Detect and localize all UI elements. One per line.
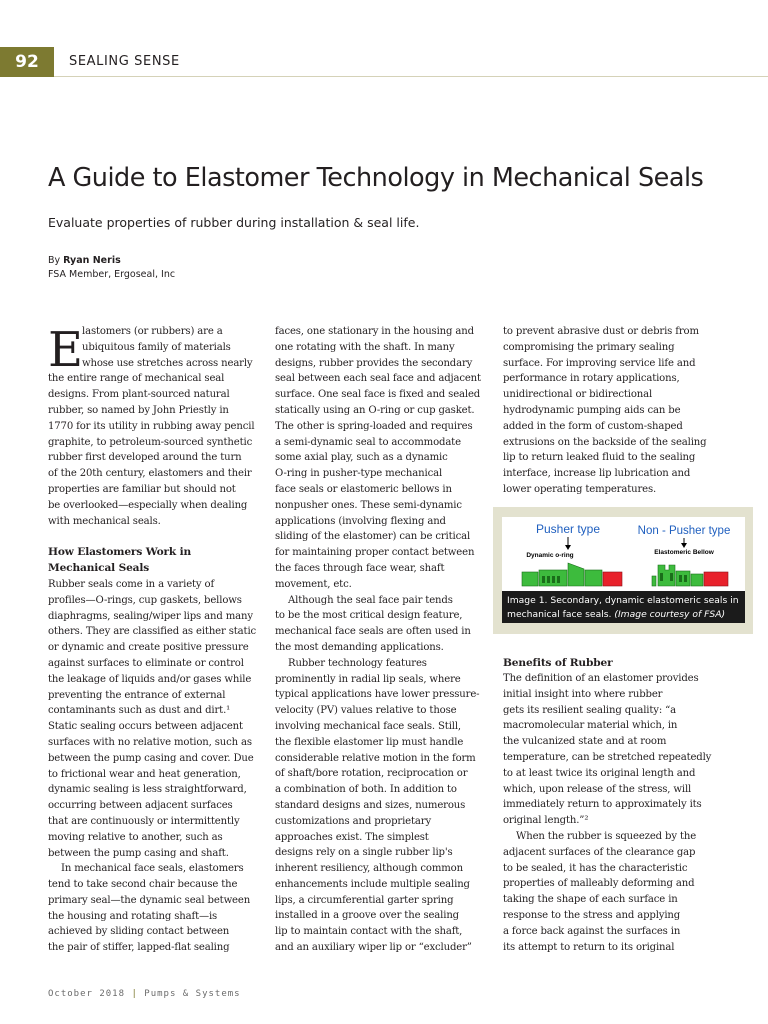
text-line: some axial play, such as a dynamic — [275, 452, 448, 464]
publication-name: Pumps & Systems — [144, 989, 241, 999]
text-line: diaphragms, sealing/wiper lips and many — [48, 610, 253, 622]
non-pusher-seal-drawing — [652, 565, 728, 586]
text-line: Rubber technology features — [288, 657, 427, 669]
paragraph — [275, 656, 490, 956]
text-line: primary seal—the dynamic seal between — [48, 894, 251, 906]
paragraph — [503, 324, 718, 498]
text-line: others. They are classified as either static — [48, 626, 257, 638]
pusher-seal-drawing — [522, 563, 622, 586]
text-line: the pair of stiffer, lapped-flat sealing — [48, 942, 230, 954]
intro-paragraph — [48, 324, 263, 529]
non-pusher-type-label: Non - Pusher type — [637, 525, 731, 537]
column-1 — [48, 324, 263, 956]
text-line: mechanical face seals are often used in — [275, 626, 471, 638]
text-line: a combination of both. In addition to — [275, 784, 457, 796]
text-line: contaminants such as dust and dirt.¹ — [48, 705, 231, 717]
text-line: dynamic sealing is less straightforward, — [48, 784, 247, 796]
text-line: be overlooked—especially when dealing — [48, 499, 248, 511]
text-line: taking the shape of each surface in — [503, 894, 678, 906]
text-line: tend to take second chair because the — [48, 879, 238, 891]
text-line: its attempt to return to its original — [503, 941, 675, 953]
author-affiliation: FSA Member, Ergoseal, Inc — [48, 269, 176, 280]
text-line: immediately return to approximately its — [503, 799, 702, 811]
text-line: the vulcanized state and at room — [503, 736, 667, 748]
figure-caption — [502, 591, 745, 623]
issue-date: October 2018 — [48, 989, 126, 999]
text-line: The other is spring-loaded and requires — [275, 420, 473, 432]
text-line: between the pump casing and shaft. — [48, 847, 229, 859]
text-line: surface. One seal face is fixed and sealed — [275, 389, 481, 401]
text-line: performance in rotary applications, — [503, 373, 680, 385]
elastomeric-bellow-label: Elastomeric Bellow — [654, 549, 714, 556]
text-line: typical applications have lower pressure- — [275, 689, 480, 701]
text-line: against surfaces to eliminate or control — [48, 657, 244, 669]
text-line: occurring between adjacent surfaces — [48, 800, 233, 812]
page-footer — [48, 989, 241, 999]
paragraph — [275, 324, 490, 593]
text-line: response to the stress and applying — [503, 909, 681, 921]
text-line: the flexible elastomer lip must handle — [275, 736, 464, 748]
text-line: designs, rubber provides the secondary — [275, 357, 473, 369]
text-line: Rubber seals come in a variety of — [48, 578, 215, 590]
section-heading: How Elastomers Work in — [48, 546, 192, 559]
text-line: applications (involving flexing and — [275, 515, 446, 527]
text-line: surfaces with no relative motion, such as — [48, 736, 252, 748]
byline — [48, 254, 175, 282]
text-line: unidirectional or bidirectional — [503, 389, 653, 401]
text-line: enhancements include multiple sealing — [275, 878, 470, 890]
column-3-continued — [503, 655, 718, 955]
paragraph — [503, 829, 718, 955]
text-line: the housing and rotating shaft—is — [48, 910, 218, 922]
text-line: the faces through face wear, shaft — [275, 562, 445, 574]
text-line: installed in a groove over the sealing — [275, 910, 459, 922]
text-line: Static sealing occurs between adjacent — [48, 721, 243, 733]
text-line: one rotating with the shaft. In many — [275, 341, 455, 353]
text-line: In mechanical face seals, elastomers — [61, 863, 244, 875]
text-line: gets its resilient sealing quality: “a — [503, 704, 677, 716]
section-heading: Benefits of Rubber — [503, 657, 613, 669]
paragraph — [48, 861, 263, 956]
text-line: approaches exist. The simplest — [275, 831, 429, 843]
seal-diagram — [502, 517, 745, 591]
text-line: seal between each seal face and adjacent — [275, 373, 481, 385]
page-number: 92 — [0, 47, 54, 77]
text-line: surface. For improving service life and — [503, 357, 696, 369]
text-line: for maintaining proper contact between — [275, 547, 475, 559]
text-line: hydrodynamic pumping aids can be — [503, 404, 681, 416]
text-line: of the 20th century, elastomers and their — [48, 468, 252, 480]
text-line: standard designs and sizes, numerous — [275, 799, 466, 811]
paragraph — [48, 577, 263, 861]
text-line: to frictional wear and heat generation, — [48, 768, 241, 780]
text-line: rubber, so named by John Priestly in — [48, 404, 229, 416]
text-line: statically using an O-ring or cup gasket. — [275, 404, 475, 416]
text-line: that are continuously or intermittently — [48, 815, 240, 827]
text-line: or dynamic and create positive pressure — [48, 642, 249, 654]
text-line: involving mechanical face seals. Still, — [275, 720, 461, 732]
seal-diagram-svg — [502, 517, 745, 591]
text-line: Although the seal face pair tends — [288, 594, 453, 606]
pusher-type-label: Pusher type — [535, 522, 601, 536]
text-line: considerable relative motion in the form — [275, 752, 476, 764]
text-line: to prevent abrasive dust or debris from — [503, 326, 699, 337]
dynamic-oring-label: Dynamic o-ring — [526, 552, 574, 559]
text-line: designs rely on a single rubber lip's — [275, 847, 453, 859]
text-line: face seals or elastomeric bellows in — [275, 483, 452, 495]
text-line: moving relative to another, such as — [48, 831, 223, 843]
text-line: temperature, can be stretched repeatedly — [503, 751, 712, 763]
text-line: faces, one stationary in the housing and — [275, 326, 474, 337]
text-line: velocity (PV) values relative to those — [275, 705, 457, 717]
column-3 — [503, 324, 718, 498]
text-line: inherent resiliency, although common — [275, 863, 463, 875]
text-line: extrusions on the backside of the sealing — [503, 436, 707, 448]
text-line: and an auxiliary wiper lip or “excluder” — [275, 942, 472, 954]
caption-text: Image 1. Secondary, dynamic elastomeric seals in mechanical face seals. — [507, 595, 739, 620]
paragraph-gap — [48, 529, 263, 545]
text-line: achieved by sliding contact between — [48, 926, 230, 938]
text-line: lip to return leaked fluid to the sealing — [503, 452, 696, 464]
section-heading: Mechanical Seals — [48, 562, 150, 575]
paragraph — [275, 593, 490, 656]
text-line: ubiquitous family of materials — [82, 341, 231, 353]
text-line: O-ring in pusher-type mechanical — [275, 468, 443, 480]
text-line: customizations and proprietary — [275, 815, 431, 827]
text-line: the most demanding applications. — [275, 641, 444, 653]
text-line: the entire range of mechanical seal — [48, 373, 225, 385]
text-line: sliding of the elastomer) can be critical — [275, 531, 471, 543]
text-line: When the rubber is squeezed by the — [516, 830, 697, 842]
text-line: interface, increase lip lubrication and — [503, 468, 691, 480]
text-line: lower operating temperatures. — [503, 483, 657, 495]
text-line: macromolecular material which, in — [503, 720, 678, 732]
text-line: of shaft/bore rotation, reciprocation or — [275, 768, 468, 780]
text-line: a semi-dynamic seal to accommodate — [275, 436, 461, 448]
text-line: initial insight into where rubber — [503, 688, 663, 700]
text-line: movement, etc. — [275, 578, 352, 590]
text-line: 1770 for its utility in rubbing away pencil — [48, 420, 255, 432]
section-label: SEALING SENSE — [69, 54, 180, 69]
text-line: prominently in radial lip seals, where — [275, 673, 461, 685]
text-line: to be sealed, it has the characteristic — [503, 862, 688, 874]
text-line: properties of malleably deforming and — [503, 878, 695, 890]
text-line: a force back against the surfaces in — [503, 925, 681, 937]
text-line: lip to maintain contact with the shaft, — [275, 926, 463, 938]
text-line: whose use stretches across nearly — [82, 357, 253, 369]
article-title: A Guide to Elastomer Technology in Mechanical Seals — [48, 163, 704, 193]
text-line: properties are familiar but should not — [48, 483, 236, 495]
article-subtitle: Evaluate properties of rubber during installation & seal life. — [48, 215, 420, 230]
text-line: nonpusher ones. These semi-dynamic — [275, 499, 462, 511]
text-line: to at least twice its original length and — [503, 767, 696, 779]
paragraph — [503, 671, 718, 829]
caption-credit: (Image courtesy of FSA) — [614, 609, 726, 620]
drop-cap: E — [48, 322, 83, 378]
text-line: adjacent surfaces of the clearance gap — [503, 846, 696, 858]
text-line: to be the most critical design feature, — [275, 610, 463, 622]
text-line: added in the form of custom-shaped — [503, 420, 683, 432]
text-line: profiles—O-rings, cup gaskets, bellows — [48, 594, 242, 606]
text-line: graphite, to petroleum-sourced synthetic — [48, 436, 253, 448]
text-line: with mechanical seals. — [48, 515, 161, 527]
text-line: between the pump casing and cover. Due — [48, 752, 254, 764]
header-rule — [54, 76, 768, 77]
author-name: Ryan Neris — [63, 255, 121, 266]
footer-separator: | — [131, 989, 138, 999]
text-line: compromising the primary sealing — [503, 341, 675, 353]
text-line: preventing the entrance of external — [48, 689, 226, 701]
text-line: The definition of an elastomer provides — [503, 673, 699, 684]
text-line: lips, a circumferential garter spring — [275, 894, 454, 906]
text-line: lastomers (or rubbers) are a — [82, 326, 223, 337]
column-2 — [275, 324, 490, 956]
byline-prefix: By — [48, 255, 61, 266]
text-line: which, upon release of the stress, will — [503, 783, 692, 795]
text-line: the leakage of liquids and/or gases while — [48, 673, 252, 685]
pusher-arrow-head — [565, 545, 571, 550]
text-line: designs. From plant-sourced natural — [48, 389, 230, 401]
text-line: rubber first developed around the turn — [48, 452, 242, 464]
non-pusher-arrow-head — [681, 543, 687, 548]
text-line: original length.”² — [503, 815, 589, 827]
